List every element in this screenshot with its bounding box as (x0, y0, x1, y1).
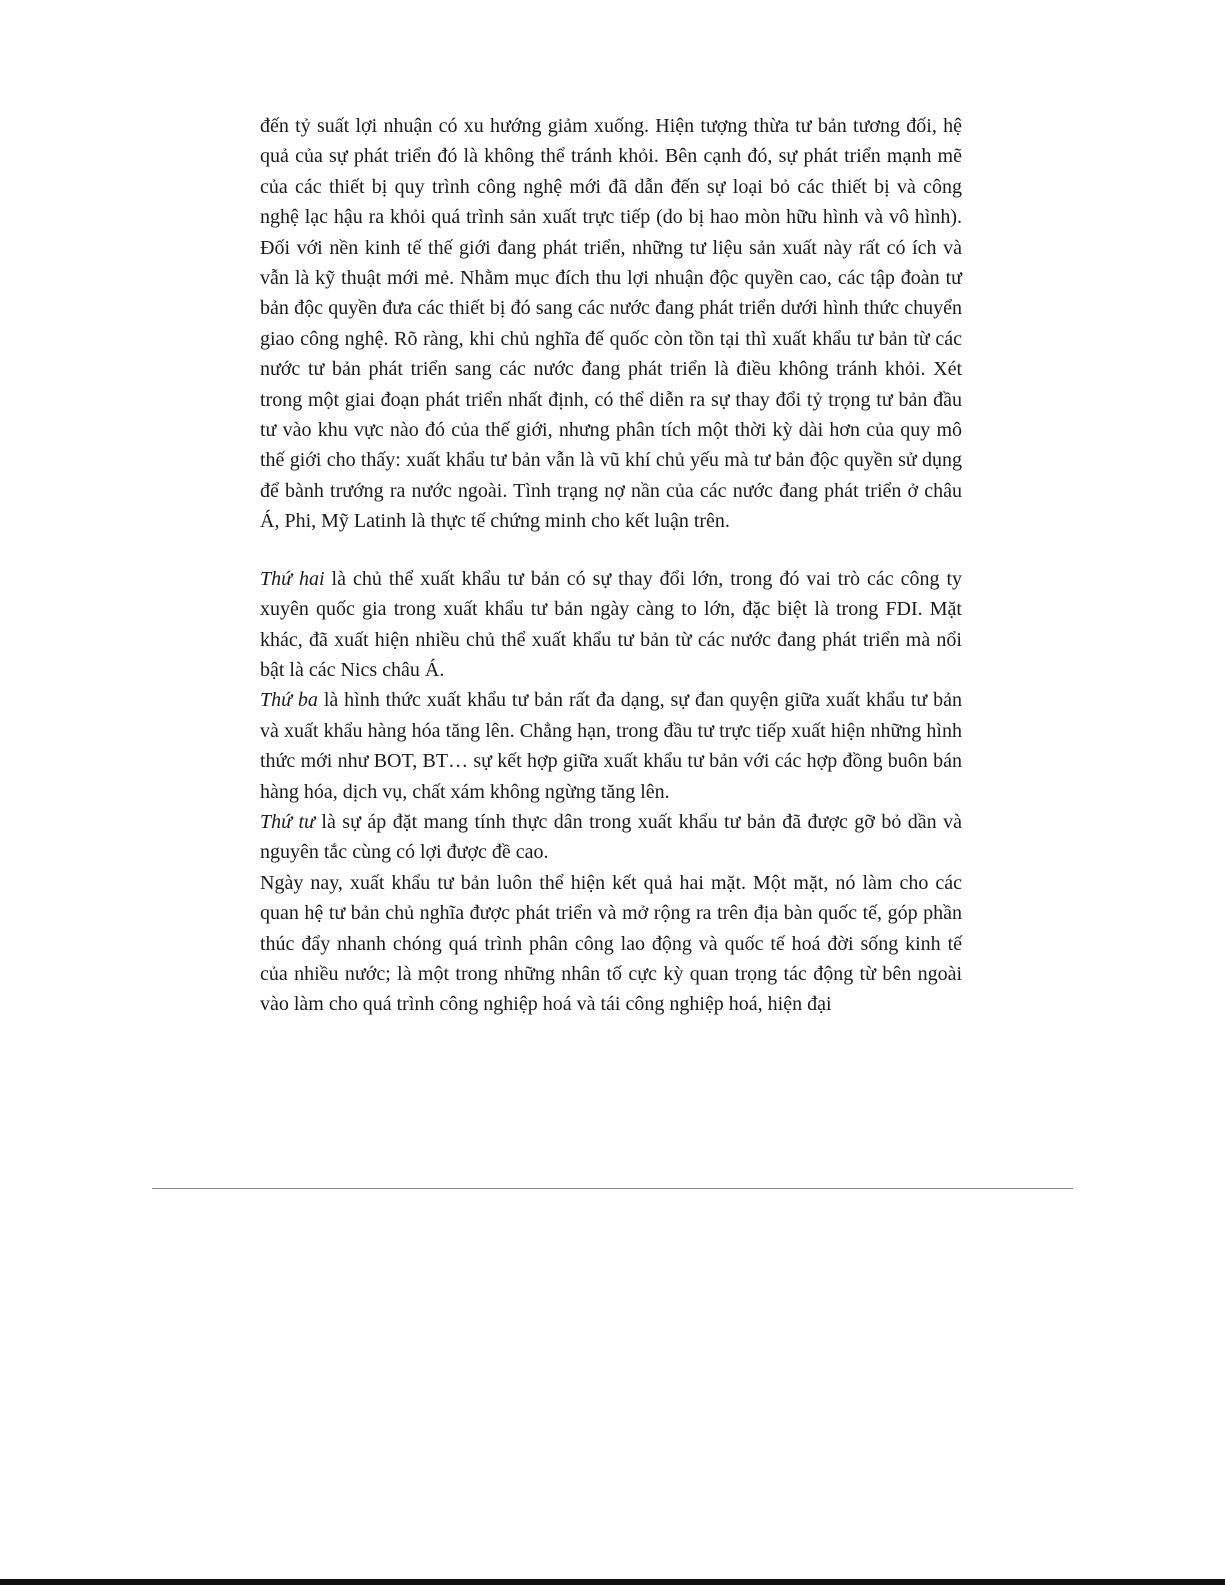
paragraph-lead: Thứ hai (260, 567, 325, 590)
page-divider (152, 1188, 1073, 1189)
paragraph (260, 564, 962, 686)
paragraph (260, 807, 962, 868)
paragraph (260, 868, 962, 1020)
paragraph (260, 111, 962, 537)
paragraph-lead: Thứ ba (260, 689, 318, 712)
paragraph-text: là chủ thể xuất khẩu tư bản có sự thay đổi lớn, trong đó vai trò các công ty xuyên quốc gia trong xuất khẩu tư bản ngày càng to lớn, đặc biệt là trong FDI. Mặt khác, đã xuất hiện nhiều chủ thể xuất khẩu tư bản từ các nước đang phát triển mà nổi bật là các Nics châu Á. (260, 567, 963, 681)
paragraph (260, 685, 962, 807)
paragraph-text: là hình thức xuất khẩu tư bản rất đa dạng, sự đan quyện giữa xuất khẩu tư bản và xuất khẩu hàng hóa tăng lên. Chẳng hạn, trong đầu tư trực tiếp xuất hiện những hình thức mới như BOT, BT… sự kết hợp giữa xuất khẩu tư bản với các hợp đồng buôn bán hàng hóa, dịch vụ, chất xám không ngừng tăng lên. (260, 689, 963, 803)
paragraph-lead: Thứ tư (260, 810, 315, 833)
paragraph-text: đến tỷ suất lợi nhuận có xu hướng giảm xuống. Hiện tượng thừa tư bản tương đối, hệ quả của sự phát triển đó là không thể tránh khỏi. Bên cạnh đó, sự phát triển mạnh mẽ của các thiết bị quy trình công nghệ mới đã dẫn đến sự loại bỏ các thiết bị và công nghệ lạc hậu ra khỏi quá trình sản xuất trực tiếp (do bị hao mòn hữu hình và vô hình). Đối với nền kinh tế thế giới đang phát triển, những tư liệu sản xuất này rất có ích và vẫn là kỹ thuật mới mẻ. Nhằm mục đích thu lợi nhuận độc quyền cao, các tập đoàn tư bản độc quyền đưa các thiết bị đó sang các nước đang phát triển dưới hình thức chuyển giao công nghệ. Rõ ràng, khi chủ nghĩa đế quốc còn tồn tại thì xuất khẩu tư bản từ các nước tư bản phát triển sang các nước đang phát triển là điều không tránh khỏi. Xét trong một giai đoạn phát triển nhất định, có thể diễn ra sự thay đổi tỷ trọng tư bản đầu tư vào khu vực nào đó của thế giới, nhưng phân tích một thời kỳ dài hơn của quy mô thế giới cho thấy: xuất khẩu tư bản vẫn là vũ khí chủ yếu mà tư bản độc quyền sử dụng để bành trướng ra nước ngoài. Tình trạng nợ nần của các nước đang phát triển ở châu Á, Phi, Mỹ Latinh là thực tế chứng minh cho kết luận trên. (260, 115, 962, 533)
page-bottom-edge (0, 1579, 1225, 1585)
document-body (260, 111, 962, 1020)
paragraph-text: Ngày nay, xuất khẩu tư bản luôn thể hiện kết quả hai mặt. Một mặt, nó làm cho các quan hệ tư bản chủ nghĩa được phát triển và mở rộng ra trên địa bàn quốc tế, góp phần thúc đẩy nhanh chóng quá trình phân công lao động và quốc tế hoá đời sống kinh tế của nhiều nước; là một trong những nhân tố cực kỳ quan trọng tác động từ bên ngoài vào làm cho quá trình công nghiệp hoá và tái công nghiệp hoá, hiện đại (260, 871, 962, 1016)
paragraph-text: là sự áp đặt mang tính thực dân trong xuất khẩu tư bản đã được gỡ bỏ dần và nguyên tắc cùng có lợi được đề cao. (260, 810, 962, 864)
